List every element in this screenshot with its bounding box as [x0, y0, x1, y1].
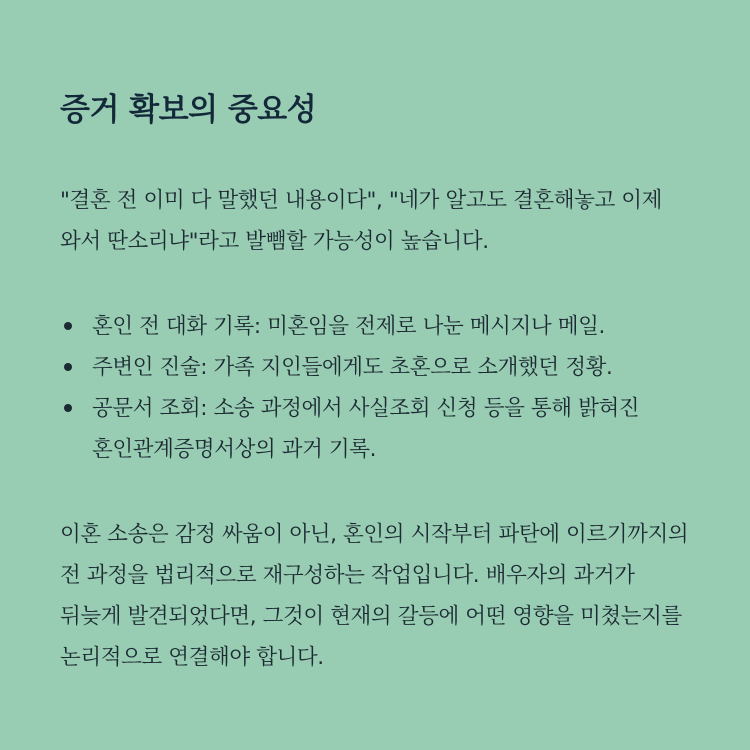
list-item [60, 347, 690, 388]
conclusion-paragraph: 이혼 소송은 감정 싸움이 아닌, 혼인의 시작부터 파탄에 이르기까지의 전 과정을 법리적으로 재구성하는 작업입니다. 배우자의 과거가 뒤늦게 발견되었다면, 그것이 현재의 갈등에 어떤 영향을 미쳤는지를 논리적으로 연결해야 합니다. [60, 522, 689, 670]
evidence-list [60, 306, 690, 470]
list-item-text: 공문서 조회: 소송 과정에서 사실조회 신청 등을 통해 밝혀진 혼인관계증명서상의 과거 기록. [92, 396, 640, 462]
page-title: 증거 확보의 중요성 [60, 92, 317, 128]
list-item-text: 주변인 진술: 가족 지인들에게도 초혼으로 소개했던 정황. [92, 355, 613, 380]
bullet-icon [64, 404, 72, 412]
bullet-icon [64, 363, 72, 371]
list-item [60, 306, 690, 347]
intro-paragraph: "결혼 전 이미 다 말했던 내용이다", "네가 알고도 결혼해놓고 이제 와서 딴소리냐"라고 발뺌할 가능성이 높습니다. [60, 188, 663, 254]
list-item [60, 388, 690, 470]
bullet-icon [64, 322, 72, 330]
list-item-text: 혼인 전 대화 기록: 미혼임을 전제로 나눈 메시지나 메일. [92, 314, 605, 339]
